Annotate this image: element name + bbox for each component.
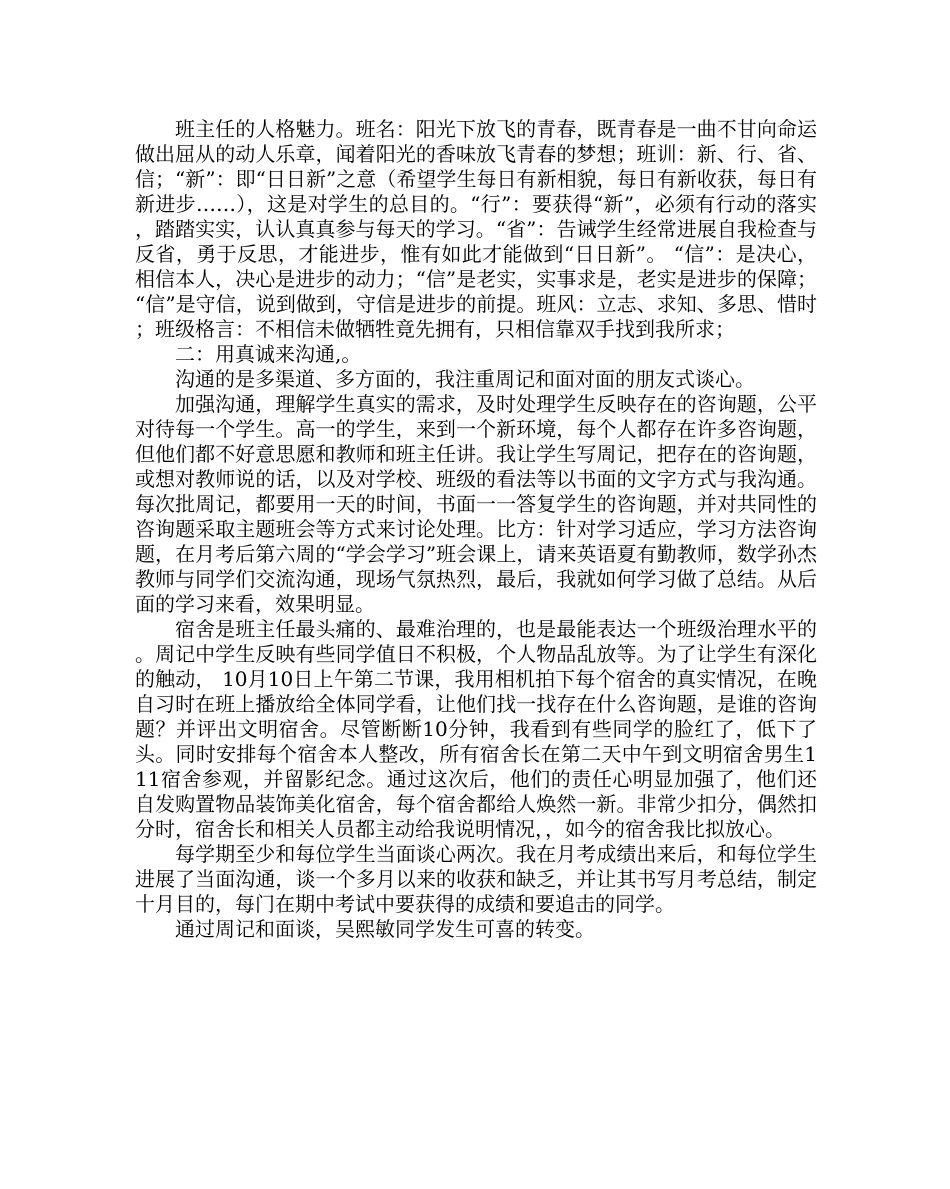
- paragraph-section-heading: 二：用真诚来沟通,。: [175, 342, 362, 366]
- paragraph-communication-channels: 沟通的是多渠道、多方面的，我注重周记和面对面的朋友式谈心。: [175, 367, 755, 391]
- document-body: [135, 117, 817, 942]
- paragraph-weekly-journal: 加强沟通，理解学生真实的需求，及时处理学生反映存在的咨询题，公平对待每一个学生。高一的学生，来到一个新环境，每个人都存在许多咨询题，但他们都不好意思愿和教师和班主任讲。我让学生写周记，把存在的咨询题，或想对教师说的话，以及对学校、班级的看法等以书面的文字方式与我沟通。每次批周记，都要用一天的时间，书面一一答复学生的咨询题，并对共同性的咨询题采取主题班会等方式来讨论处理。比方：针对学习适应，学习方法咨询题，在月考后第六周的“学会学习”班会课上，请来英语夏有勤教师，数学孙杰教师与同学们交流沟通，现场气氛热烈，最后，我就如何学习做了总结。从后面的学习来看，效果明显。: [135, 392, 817, 616]
- paragraph-student-change: 通过周记和面谈，吴熙敏同学发生可喜的转变。: [175, 917, 595, 941]
- paragraph-face-to-face-talks: 每学期至少和每位学生当面谈心两次。我在月考成绩出来后，和每位学生进展了当面沟通，谈一个多月以来的收获和缺乏，并让其书写月考总结，制定十月目的，每门在期中考试中要获得的成绩和要追击的同学。: [135, 842, 817, 916]
- paragraph-class-charm: 班主任的人格魅力。班名：阳光下放飞的青春，既青春是一曲不甘向命运做出屈从的动人乐章，闻着阳光的香味放飞青春的梦想；班训：新、行、省、信；“新”：即“日日新”之意（希望学生每日有新相貌，每日有新收获，每日有新进步……），这是对学生的总目的。“行”：要获得“新”，必须有行动的落实，踏踏实实，认认真真参与每天的学习。“省”：告诫学生经常进展自我检查与反省，勇于反思，才能进步，惟有如此才能做到“日日新”。 “信”：是决心，相信本人，决心是进步的动力；“信”是老实，实事求是，老实是进步的保障；“信”是守信，说到做到，守信是进步的前提。班风：立志、求知、多思、惜时；班级格言：不相信未做牺牲竟先拥有，只相信靠双手找到我所求；: [135, 117, 817, 341]
- paragraph-dormitory: 宿舍是班主任最头痛的、最难治理的，也是最能表达一个班级治理水平的。周记中学生反映有些同学值日不积极，个人物品乱放等。为了让学生有深化的触动， 10月10日上午第二节课，我用相机拍下每个宿舍的真实情况，在晚自习时在班上播放给全体同学看，让他们找一找存在什么咨询题，是谁的咨询题？并评出文明宿舍。尽管断断10分钟，我看到有些同学的脸红了，低下了头。同时安排每个宿舍本人整改，所有宿舍长在第二天中午到文明宿舍男生111宿舍参观，并留影纪念。通过这次后，他们的责任心明显加强了，他们还自发购置物品装饰美化宿舍，每个宿舍都给人焕然一新。非常少扣分，偶然扣分时，宿舍长和相关人员都主动给我说明情况，，如今的宿舍我比拟放心。: [135, 617, 817, 841]
